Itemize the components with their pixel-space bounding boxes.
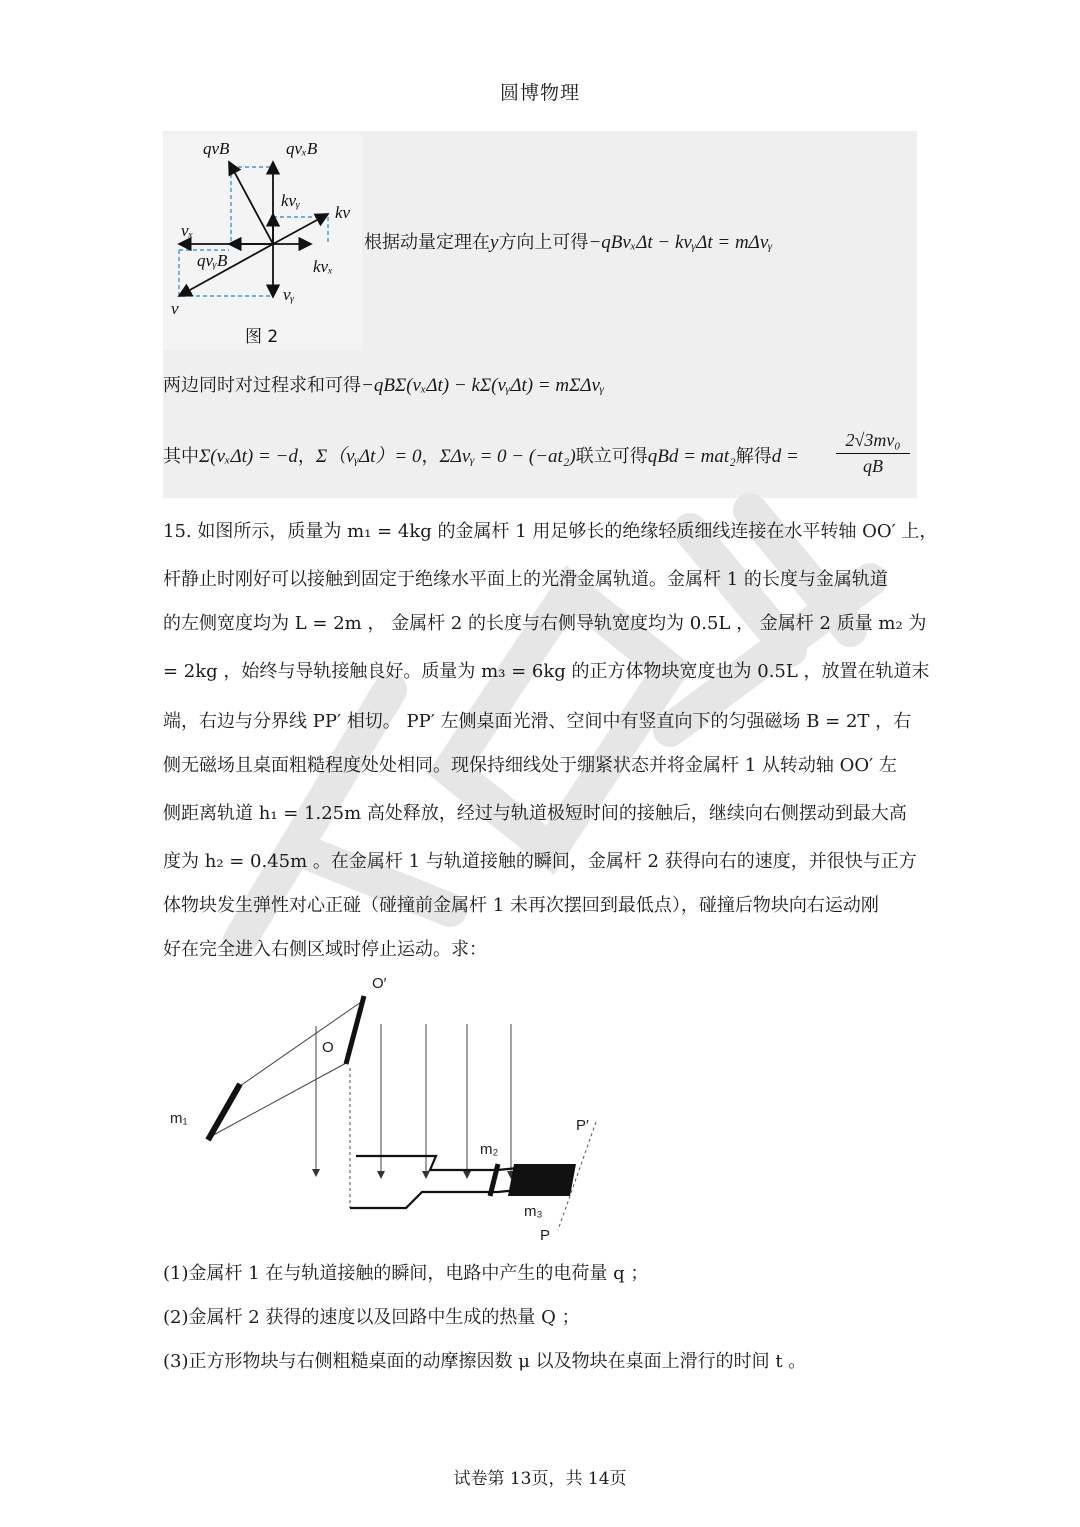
block-m3 bbox=[508, 1164, 576, 1196]
problem-line-1: 15. 如图所示，质量为 m₁ = 4kg 的金属杆 1 用足够长的绝缘轻质细线连接在水平转轴 OO′ 上， bbox=[163, 521, 938, 542]
force-arrows bbox=[179, 162, 328, 297]
force-vector-diagram bbox=[163, 134, 362, 350]
apparatus-figure bbox=[160, 968, 620, 1248]
label-m1: m₁ bbox=[170, 1110, 188, 1127]
solution-line-1: 根据动量定理在y方向上可得−qBvₓΔt − kvᵧΔt = mΔvᵧ bbox=[364, 232, 773, 253]
solution-line-3: 其中Σ(vₓΔt) = −d，Σ（vᵧΔt）= 0，ΣΔvᵧ = 0 − (−at₂)联立可得qBd = mat₂解得d = bbox=[163, 446, 799, 467]
problem-line-3: 的左侧宽度均为 L = 2m ， 金属杆 2 的长度与右侧导轨宽度均为 0.5L ， 金属杆 2 质量 m₂ 为 bbox=[163, 613, 927, 634]
threads bbox=[208, 1000, 364, 1138]
label-m2: m₂ bbox=[480, 1141, 499, 1158]
fraction-numerator: 2√3mv₀ bbox=[836, 430, 910, 454]
label-v: v bbox=[171, 299, 179, 318]
label-qvxB: qvₓB bbox=[286, 139, 318, 158]
problem-line-8: 度为 h₂ = 0.45m 。在金属杆 1 与轨道接触的瞬间，金属杆 2 获得向右的速度，并很快与正方 bbox=[163, 851, 917, 872]
rod-m1 bbox=[208, 1084, 240, 1140]
label-vy: vᵧ bbox=[283, 285, 295, 304]
problem-line-9: 体物块发生弹性对心正碰（碰撞前金属杆 1 未再次摆回到最低点），碰撞后物块向右运动刚 bbox=[163, 895, 879, 916]
problem-line-10: 好在完全进入右侧区域时停止运动。求： bbox=[163, 939, 487, 960]
figure-2-box bbox=[163, 134, 362, 350]
label-o: O bbox=[322, 1039, 334, 1056]
problem-line-5: 端，右边与分界线 PP′ 相切。 PP′ 左侧桌面光滑、空间中有竖直向下的匀强磁场 B = 2T ，右 bbox=[163, 711, 912, 732]
solution-line-2: 两边同时对过程求和可得−qBΣ(vₓΔt) − kΣ(vᵧΔt) = mΣΔvᵧ bbox=[163, 375, 605, 396]
dashed-projection-lines bbox=[179, 167, 328, 296]
question-2: (2)金属杆 2 获得的速度以及回路中生成的热量 Q ； bbox=[163, 1307, 580, 1328]
fraction-denominator: qB bbox=[863, 456, 883, 476]
fraction bbox=[836, 430, 910, 477]
problem-line-2: 杆静止时刚好可以接触到固定于绝缘水平面上的光滑金属轨道。金属杆 1 的长度与金属轨道 bbox=[163, 569, 888, 590]
label-kvx: kvₓ bbox=[313, 257, 333, 276]
question-3: (3)正方形物块与右侧粗糙桌面的动摩擦因数 μ 以及物块在桌面上滑行的时间 t 。 bbox=[163, 1351, 807, 1372]
page-footer: 试卷第 13页，共 14页 bbox=[453, 1469, 627, 1489]
problem-line-4: = 2kg ，始终与导轨接触良好。质量为 m₃ = 6kg 的正方体物块宽度也为 0.5L ，放置在轨道末 bbox=[163, 661, 930, 682]
question-1: (1)金属杆 1 在与轨道接触的瞬间，电路中产生的电荷量 q ； bbox=[163, 1263, 649, 1284]
figure-2-caption: 图 2 bbox=[245, 327, 279, 347]
page-header: 圆博物理 bbox=[499, 82, 580, 104]
label-qvyB: qvᵧB bbox=[197, 251, 228, 270]
label-p-prime: P′ bbox=[576, 1117, 589, 1134]
problem-line-7: 侧距离轨道 h₁ = 1.25m 高处释放，经过与轨道极短时间的接触后，继续向右侧摆动到最大高 bbox=[163, 803, 907, 824]
problem-line-6: 侧无磁场且桌面粗糙程度处处相同。现保持细线处于绷紧状态并将金属杆 1 从转动轴 OO′ 左 bbox=[163, 755, 897, 776]
label-kv: kv bbox=[335, 203, 351, 222]
label-kvy: kvᵧ bbox=[281, 191, 301, 210]
label-p: P bbox=[540, 1227, 551, 1244]
label-o-prime: O′ bbox=[372, 975, 387, 992]
label-m3: m₃ bbox=[524, 1203, 543, 1220]
label-vx: vₓ bbox=[181, 221, 194, 240]
label-qvB: qvB bbox=[203, 139, 230, 158]
